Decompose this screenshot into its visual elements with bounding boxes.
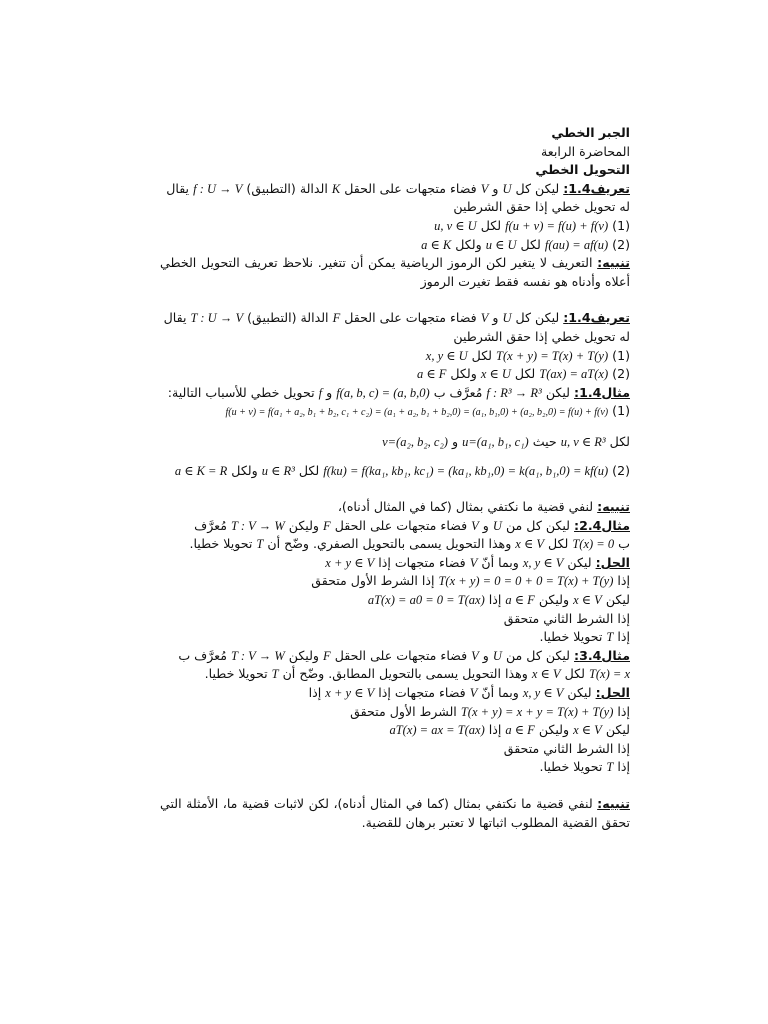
def2-label: تعريف1.4:: [563, 310, 630, 326]
def1-condition-2: (2) f(au) = af(u) لكل u ∈ U ولكل a ∈ K: [421, 236, 630, 252]
note3-label: تنبيه:: [597, 796, 630, 811]
ex2-label: مثال2.4:: [574, 517, 630, 533]
ex3-line1: مثال3.4: ليكن كل من U و V فضاء متجهات على الحقل F وليكن T : V → W مُعرَّف ب: [178, 647, 630, 663]
def2-line2: له تحويل خطي إذا حقق الشرطين: [453, 328, 630, 344]
note3: تنبيه: لنفي قضية ما نكتفي بمثال (كما في المثال أدناه)، لكن لاثبات قضية ما، الأمثلة التي تحقق القضية المطلوب اثباتها لا تعتبر برهان للقضية.: [160, 796, 630, 830]
note2-label: تنبيه:: [597, 499, 630, 515]
ex2-step-1: إذا T(x + y) = 0 = 0 + 0 = T(x) + T(y) إذا الشرط الأول متحقق: [311, 573, 630, 589]
def2-line1: تعريف1.4: ليكن كل U و V فضاء متجهات على الحقل F الدالة (التطبيق) T : U → V يقال: [163, 310, 630, 326]
def1-condition-1: (1) f(u + v) = f(u) + f(v) لكل u, v ∈ U: [434, 217, 630, 233]
note1: تنبيه: التعريف لا يتغير لكن الرموز الرياضية يمكن أن تتغير. نلاحظ تعريف التحويل الخطي أعلاه وأدناه هو نفسه فقط تغيرت الرموز: [160, 255, 630, 289]
ex3-line2: T(x) = x لكل x ∈ V وهذا التحويل يسمى بالتحويل المطابق. وضّح أن T تحويلا خطيا.: [204, 666, 630, 682]
ex3-solution-line: الحل: ليكن x, y ∈ V وبما أنّ V فضاء متجهات إذا x + y ∈ V إذا: [308, 685, 630, 701]
ex2-line2: ب T(x) = 0 لكل x ∈ V وهذا التحويل يسمى بالتحويل الصفري. وضّح أن T تحويلا خطيا.: [189, 536, 630, 552]
def1-label: تعريف1.4:: [563, 180, 630, 196]
ex3-label: مثال3.4:: [574, 647, 630, 663]
ex1-condition-1: (1) f(u + v) = f(a₁ + a₂, b₁ + b₂, c₁ + c₂) = (a₁ + a₂, b₁ + b₂,0) = (a₁, b₁,0) + (a₂, b₂,0) = f(u) + f(v): [225, 403, 630, 419]
def1-line2: له تحويل خطي إذا حقق الشرطين: [453, 199, 630, 215]
def2-condition-2: (2) T(ax) = aT(x) لكل x ∈ U ولكل a ∈ F: [416, 366, 630, 382]
lecture-label: المحاضرة الرابعة: [541, 143, 630, 159]
doc-title: الجبر الخطي: [551, 125, 630, 140]
ex3-step-2: ليكن x ∈ V وليكن a ∈ F إذا aT(x) = ax = T(ax): [389, 722, 630, 738]
ex1-label: مثال1.4:: [574, 384, 630, 400]
ex1-line1: مثال1.4: ليكن f : R³ → R³ مُعرَّف ب f(a, b, c) = (a, b,0) و f تحويل خطي للأسباب التالية:: [167, 384, 630, 400]
note1-label: تنبيه:: [597, 255, 630, 271]
ex2-solution-line: الحل: ليكن x, y ∈ V وبما أنّ V فضاء متجهات إذا x + y ∈ V: [325, 554, 630, 570]
ex2-step-3: إذا الشرط الثاني متحقق: [503, 610, 630, 626]
ex3-solution-label: الحل:: [595, 685, 630, 701]
topic-heading: التحويل الخطي: [535, 162, 630, 178]
ex1-condition-2: (2) f(ku) = f(ka₁, kb₁, kc₁) = (ka₁, kb₁,0) = k(a₁, b₁,0) = kf(u) لكل u ∈ R³ ولكل a ∈ K = R: [174, 462, 630, 478]
ex2-solution-label: الحل:: [595, 554, 630, 570]
ex2-line1: مثال2.4: ليكن كل من U و V فضاء متجهات على الحقل F وليكن T : V → W مُعرَّف: [194, 517, 630, 533]
note2: تنبيه: لنفي قضية ما نكتفي بمثال (كما في المثال أدناه)،: [337, 499, 630, 515]
document-page: [160, 124, 630, 832]
ex3-step-4: إذا T تحويلا خطيا.: [539, 759, 630, 775]
ex3-step-1: إذا T(x + y) = x + y = T(x) + T(y) الشرط الأول متحقق: [350, 703, 630, 719]
def2-condition-1: (1) T(x + y) = T(x) + T(y) لكل x, y ∈ U: [425, 347, 630, 363]
ex2-step-4: إذا T تحويلا خطيا.: [539, 629, 630, 645]
ex1-vectors: لكل u, v ∈ R³ حيث u=(a₁, b₁, c₁) و v=(a₂, b₂, c₂): [382, 433, 630, 449]
def1-line1: تعريف1.4: ليكن كل U و V فضاء متجهات على الحقل K الدالة (التطبيق) f : U → V يقال: [166, 180, 630, 196]
ex3-step-3: إذا الشرط الثاني متحقق: [503, 740, 630, 756]
ex2-step-2: ليكن x ∈ V وليكن a ∈ F إذا aT(x) = a0 = 0 = T(ax): [367, 592, 630, 608]
